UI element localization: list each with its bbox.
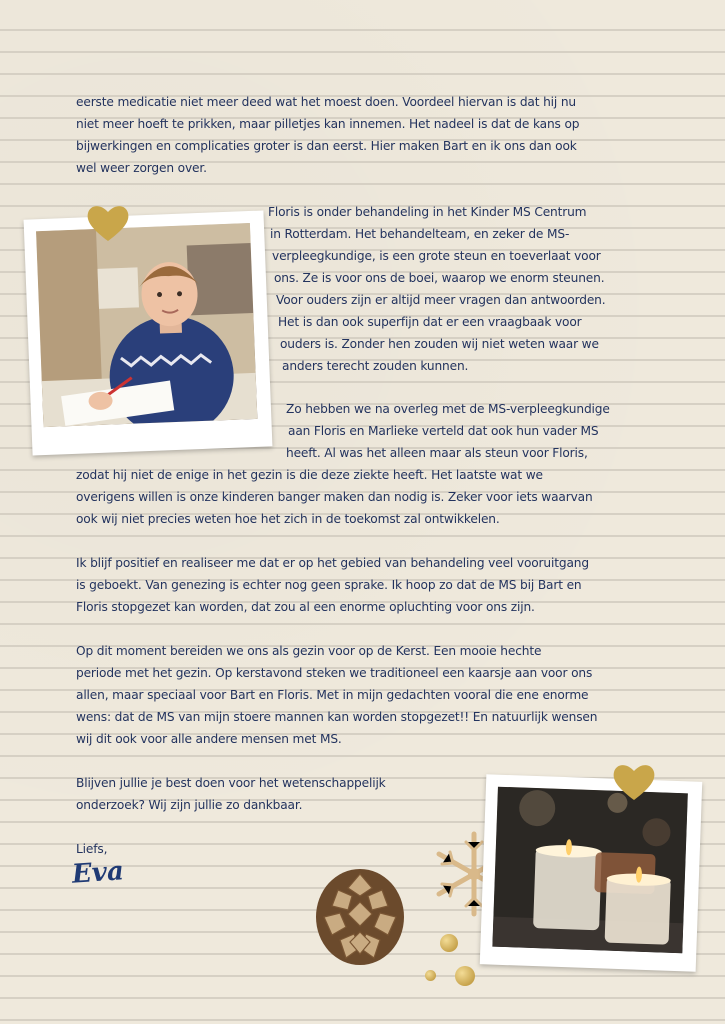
text-line: heeft. Al was het alleen maar als steun voor Floris,	[286, 446, 588, 460]
text-line: Voor ouders zijn er altijd meer vragen dan antwoorden.	[276, 293, 606, 307]
paragraph-6	[76, 772, 386, 816]
signature: Eva	[71, 856, 125, 890]
text-line: verpleegkundige, is een grote steun en toeverlaat voor	[272, 249, 601, 263]
closing-text: Liefs,	[76, 842, 108, 856]
text-line: aan Floris en Marlieke verteld dat ook hun vader MS	[288, 424, 599, 438]
paragraph-4	[76, 552, 589, 618]
text-line: wens: dat de MS van mijn stoere mannen kan worden stopgezet!! En natuurlijk wensen	[76, 710, 598, 724]
paragraph-2	[268, 201, 605, 377]
text-line: ook wij niet precies weten hoe het zich in de toekomst zal ontwikkelen.	[76, 512, 500, 526]
text-line: is geboekt. Van genezing is echter nog geen sprake. Ik hoop zo dat de MS bij Bart en	[76, 578, 582, 592]
text-line: Ik blijf positief en realiseer me dat er op het gebied van behandeling veel vooruitgang	[76, 556, 589, 570]
boy-drawing-photo	[36, 223, 257, 427]
text-line: eerste medicatie niet meer deed wat het moest doen. Voordeel hiervan is dat hij nu	[76, 95, 576, 109]
text-line: periode met het gezin. Op kerstavond steken we traditioneel een kaarsje aan voor ons	[76, 666, 593, 680]
pine-cone-icon	[310, 862, 410, 972]
text-line: allen, maar speciaal voor Bart en Floris. Met in mijn gedachten vooral die ene enorme	[76, 688, 589, 702]
text-line: in Rotterdam. Het behandelteam, en zeker de MS-	[270, 227, 570, 241]
photo-frame-candles	[480, 774, 702, 971]
text-line: Zo hebben we na overleg met de MS-verpleegkundige	[286, 402, 610, 416]
paragraph-3-top	[286, 398, 610, 464]
text-line: niet meer hoeft te prikken, maar pilletjes kan innemen. Het nadeel is dat de kans op	[76, 117, 580, 131]
paragraph-5	[76, 640, 597, 750]
gold-bead	[425, 970, 436, 981]
text-line: Op dit moment bereiden we ons als gezin voor op de Kerst. Een mooie hechte	[76, 644, 542, 658]
text-line: wij dit ook voor alle andere mensen met MS.	[76, 732, 342, 746]
text-line: overigens willen is onze kinderen banger maken dan nodig is. Zeker voor iets waarvan	[76, 490, 593, 504]
text-line: ouders is. Zonder hen zouden wij niet weten waar we	[280, 337, 599, 351]
gold-bead	[440, 934, 458, 952]
gold-heart-icon	[612, 762, 656, 802]
candles-photo	[492, 787, 687, 954]
paragraph-3-bottom	[76, 464, 593, 530]
text-line: zodat hij niet de enige in het gezin is die deze ziekte heeft. Het laatste wat we	[76, 468, 543, 482]
photo-frame-boy	[24, 210, 273, 455]
text-line: bijwerkingen en complicaties groter is dan eerst. Hier maken Bart en ik ons dan ook	[76, 139, 577, 153]
text-line: Blijven jullie je best doen voor het wetenschappelijk	[76, 776, 386, 790]
text-line: onderzoek? Wij zijn jullie zo dankbaar.	[76, 798, 303, 812]
text-line: Floris is onder behandeling in het Kinder MS Centrum	[268, 205, 587, 219]
gold-bead	[455, 966, 475, 986]
text-line: Floris stopgezet kan worden, dat zou al een enorme opluchting voor ons zijn.	[76, 600, 535, 614]
text-line: ons. Ze is voor ons de boei, waarop we enorm steunen.	[274, 271, 605, 285]
gold-heart-icon	[86, 203, 130, 243]
text-line: Het is dan ook superfijn dat er een vraagbaak voor	[278, 315, 582, 329]
text-line: wel weer zorgen over.	[76, 161, 207, 175]
text-line: anders terecht zouden kunnen.	[282, 359, 469, 373]
paragraph-1	[76, 91, 579, 179]
